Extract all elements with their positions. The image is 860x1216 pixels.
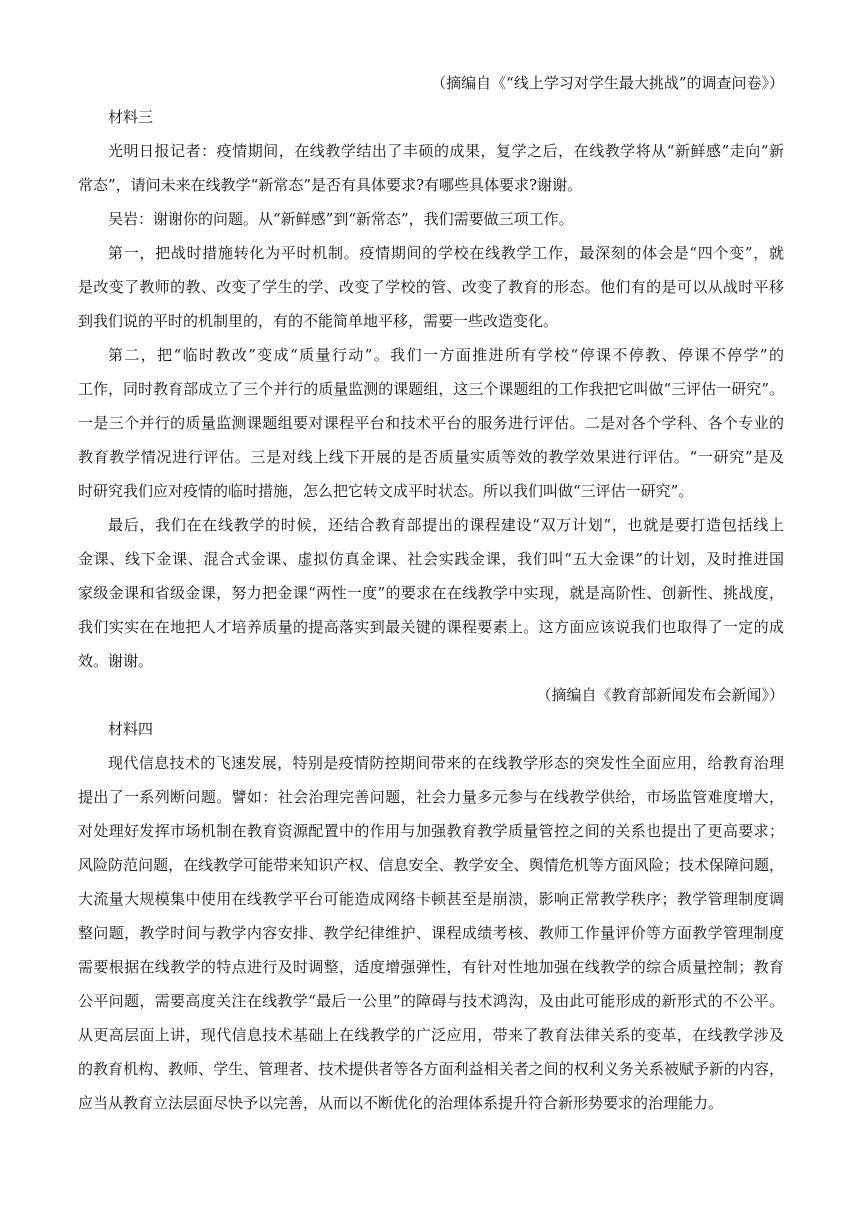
paragraph-line: 到我们说的平时的机制里的，有的不能简单地平移，需要一些改造变化。 bbox=[78, 312, 559, 330]
paragraph-line: 一是三个并行的质量监测课题组要对课程平台和技术平台的服务进行评估。二是对各个学科、各个专业的 bbox=[78, 414, 784, 432]
source-citation: （摘编自《教育部新闻发布会新闻》） bbox=[536, 686, 784, 704]
paragraph-line: 最后，我们在在线教学的时候，还结合教育部提出的课程建设“双万计划”，也就是要打造包括线上 bbox=[108, 516, 784, 534]
paragraph-line: 第二，把“临时教改”变成“质量行动”。我们一方面推进所有学校“停课不停教、停课不停学”的 bbox=[108, 346, 784, 364]
paragraph-line: 公平问题，需要高度关注在线教学“最后一公里”的障碍与技术鸿沟，及由此可能形成的新形式的不公平。 bbox=[78, 992, 784, 1010]
section-title: 材料三 bbox=[108, 108, 154, 126]
section-title: 材料四 bbox=[108, 720, 154, 738]
paragraph-line: 吴岩：谢谢你的问题。从“新鲜感”到“新常态”，我们需要做三项工作。 bbox=[108, 210, 574, 228]
paragraph-line: 教育教学情况进行评估。三是对线上线下开展的是否质量实质等效的教学效果进行评估。“一研究”是及 bbox=[78, 448, 784, 466]
paragraph-line: 对处理好发挥市场机制在教育资源配置中的作用与加强教育教学质量管控之间的关系也提出了更高要求； bbox=[78, 822, 784, 840]
paragraph-line: 风险防范问题，在线教学可能带来知识产权、信息安全、教学安全、舆情危机等方面风险；技术保障问题， bbox=[78, 856, 784, 874]
document-page bbox=[78, 66, 784, 1120]
paragraph-line: 应当从教育立法层面尽快予以完善，从而以不断优化的治理体系提升符合新形势要求的治理能力。 bbox=[78, 1094, 724, 1112]
paragraph-line: 家级金课和省级金课，努力把金课“两性一度”的要求在在线教学中实现，就是高阶性、创新性、挑战度， bbox=[78, 584, 784, 602]
paragraph-line: 是改变了教师的教、改变了学生的学、改变了学校的管、改变了教育的形态。他们有的是可以从战时平移 bbox=[78, 278, 784, 296]
paragraph-line: 常态”，请问未来在线教学“新常态”是否有具体要求?有哪些具体要求?谢谢。 bbox=[78, 176, 583, 194]
source-citation: （摘编自《“线上学习对学生最大挑战”的调查问卷》） bbox=[431, 74, 784, 92]
paragraph-line: 的教育机构、教师、学生、管理者、技术提供者等各方面利益相关者之间的权利义务关系被赋予新的内容， bbox=[78, 1060, 784, 1078]
paragraph-line: 效。谢谢。 bbox=[78, 652, 154, 670]
paragraph-line: 我们实实在在地把人才培养质量的提高落实到最关键的课程要素上。这方面应该说我们也取得了一定的成 bbox=[78, 618, 784, 636]
paragraph-line: 提出了一系列断问题。譬如：社会治理完善问题，社会力量多元参与在线教学供给，市场监管难度增大， bbox=[78, 788, 784, 806]
paragraph-line: 大流量大规模集中使用在线教学平台可能造成网络卡顿甚至是崩溃，影响正常教学秩序；教学管理制度调 bbox=[78, 890, 784, 908]
paragraph-line: 工作，同时教育部成立了三个并行的质量监测的课题组，这三个课题组的工作我把它叫做“三评估一研究”。 bbox=[78, 380, 784, 398]
paragraph-line: 时研究我们应对疫情的临时措施，怎么把它转文成平时状态。所以我们叫做“三评估一研究”。 bbox=[78, 482, 694, 500]
paragraph-line: 整问题，教学时间与教学内容安排、教学纪律维护、课程成绩考核、教师工作量评价等方面教学管理制度 bbox=[78, 924, 784, 942]
paragraph-line: 金课、线下金课、混合式金课、虚拟仿真金课、社会实践金课，我们叫“五大金课”的计划，及时推进国 bbox=[78, 550, 784, 568]
paragraph-line: 需要根据在线教学的特点进行及时调整，适度增强弹性，有针对性地加强在线教学的综合质量控制；教育 bbox=[78, 958, 784, 976]
paragraph-line: 从更高层面上讲，现代信息技术基础上在线教学的广泛应用，带来了教育法律关系的变革，在线教学涉及 bbox=[78, 1026, 784, 1044]
paragraph-line: 现代信息技术的飞速发展，特别是疫情防控期间带来的在线教学形态的突发性全面应用，给教育治理 bbox=[108, 754, 784, 772]
paragraph-line: 光明日报记者：疫情期间，在线教学结出了丰硕的成果，复学之后，在线教学将从“新鲜感”走向“新 bbox=[108, 142, 784, 160]
paragraph-line: 第一，把战时措施转化为平时机制。疫情期间的学校在线教学工作，最深刻的体会是“四个变”，就 bbox=[108, 244, 784, 262]
